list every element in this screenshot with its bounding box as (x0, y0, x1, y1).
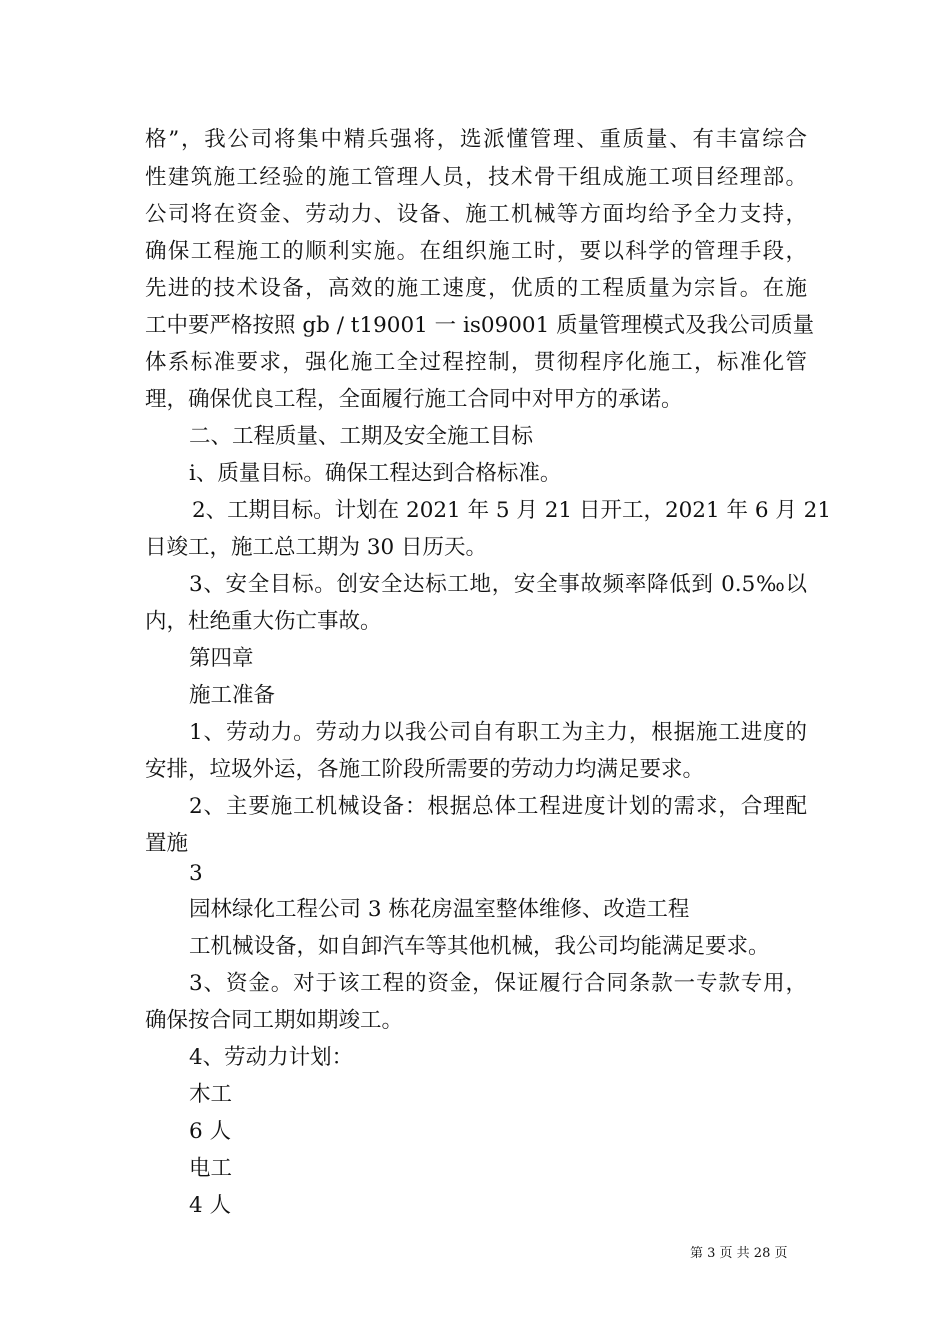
paragraph-line: 体系标准要求，强化施工全过程控制，贯彻程序化施工，标准化管 (145, 350, 807, 375)
running-header: 园林绿化工程公司 3 栋花房温室整体维修、改造工程 (189, 897, 690, 922)
paragraph-line: 置施 (145, 831, 189, 856)
list-item: 4 人 (189, 1193, 232, 1218)
paragraph-line: 3、资金。对于该工程的资金，保证履行合同条款一专款专用， (189, 971, 807, 996)
chapter-heading: 第四章 (189, 646, 254, 671)
list-item: 木工 (189, 1082, 233, 1107)
paragraph-line: i、质量目标。确保工程达到合格标准。 (189, 461, 562, 486)
paragraph-line: 工机械设备，如自卸汽车等其他机械，我公司均能满足要求。 (189, 934, 770, 959)
paragraph-line: 工中要严格按照 gb / t19001 一 is09001 质量管理模式及我公司质量 (145, 313, 815, 338)
chapter-title: 施工准备 (189, 683, 276, 708)
paragraph-line: 确保工程施工的顺利实施。在组织施工时，要以科学的管理手段， (145, 239, 807, 264)
paragraph-line: 安排，垃圾外运，各施工阶段所需要的劳动力均满足要求。 (145, 757, 705, 782)
page-footer: 第 3 页 共 28 页 (690, 1246, 788, 1261)
paragraph-line: 确保按合同工期如期竣工。 (145, 1008, 404, 1033)
list-item: 6 人 (189, 1119, 232, 1144)
paragraph-line: 日竣工，施工总工期为 30 日历天。 (145, 535, 488, 560)
paragraph-line: 1、劳动力。劳动力以我公司自有职工为主力，根据施工进度的 (189, 720, 807, 745)
paragraph-line: 公司将在资金、劳动力、设备、施工机械等方面均给予全力支持， (145, 202, 807, 227)
paragraph-line: 3、安全目标。创安全达标工地，安全事故频率降低到 0.5‰以 (189, 572, 807, 597)
paragraph-line: 性建筑施工经验的施工管理人员，技术骨干组成施工项目经理部。 (145, 165, 807, 190)
paragraph-line: 先进的技术设备，高效的施工速度，优质的工程质量为宗旨。在施 (145, 276, 807, 301)
section-heading: 二、工程质量、工期及安全施工目标 (189, 424, 534, 449)
paragraph-line: 理，确保优良工程，全面履行施工合同中对甲方的承诺。 (145, 387, 683, 412)
list-item: 电工 (189, 1156, 233, 1181)
paragraph-line: 内，杜绝重大伤亡事故。 (145, 609, 382, 634)
paragraph-line: 2、工期目标。计划在 2021 年 5 月 21 日开工，2021 年 6 月 21 (192, 498, 832, 523)
list-heading: 4、劳动力计划： (189, 1045, 354, 1070)
page-number-inline: 3 (189, 861, 203, 886)
paragraph-line: 格”，我公司将集中精兵强将，选派懂管理、重质量、有丰富综合 (145, 127, 807, 152)
paragraph-line: 2、主要施工机械设备：根据总体工程进度计划的需求，合理配 (189, 794, 807, 819)
